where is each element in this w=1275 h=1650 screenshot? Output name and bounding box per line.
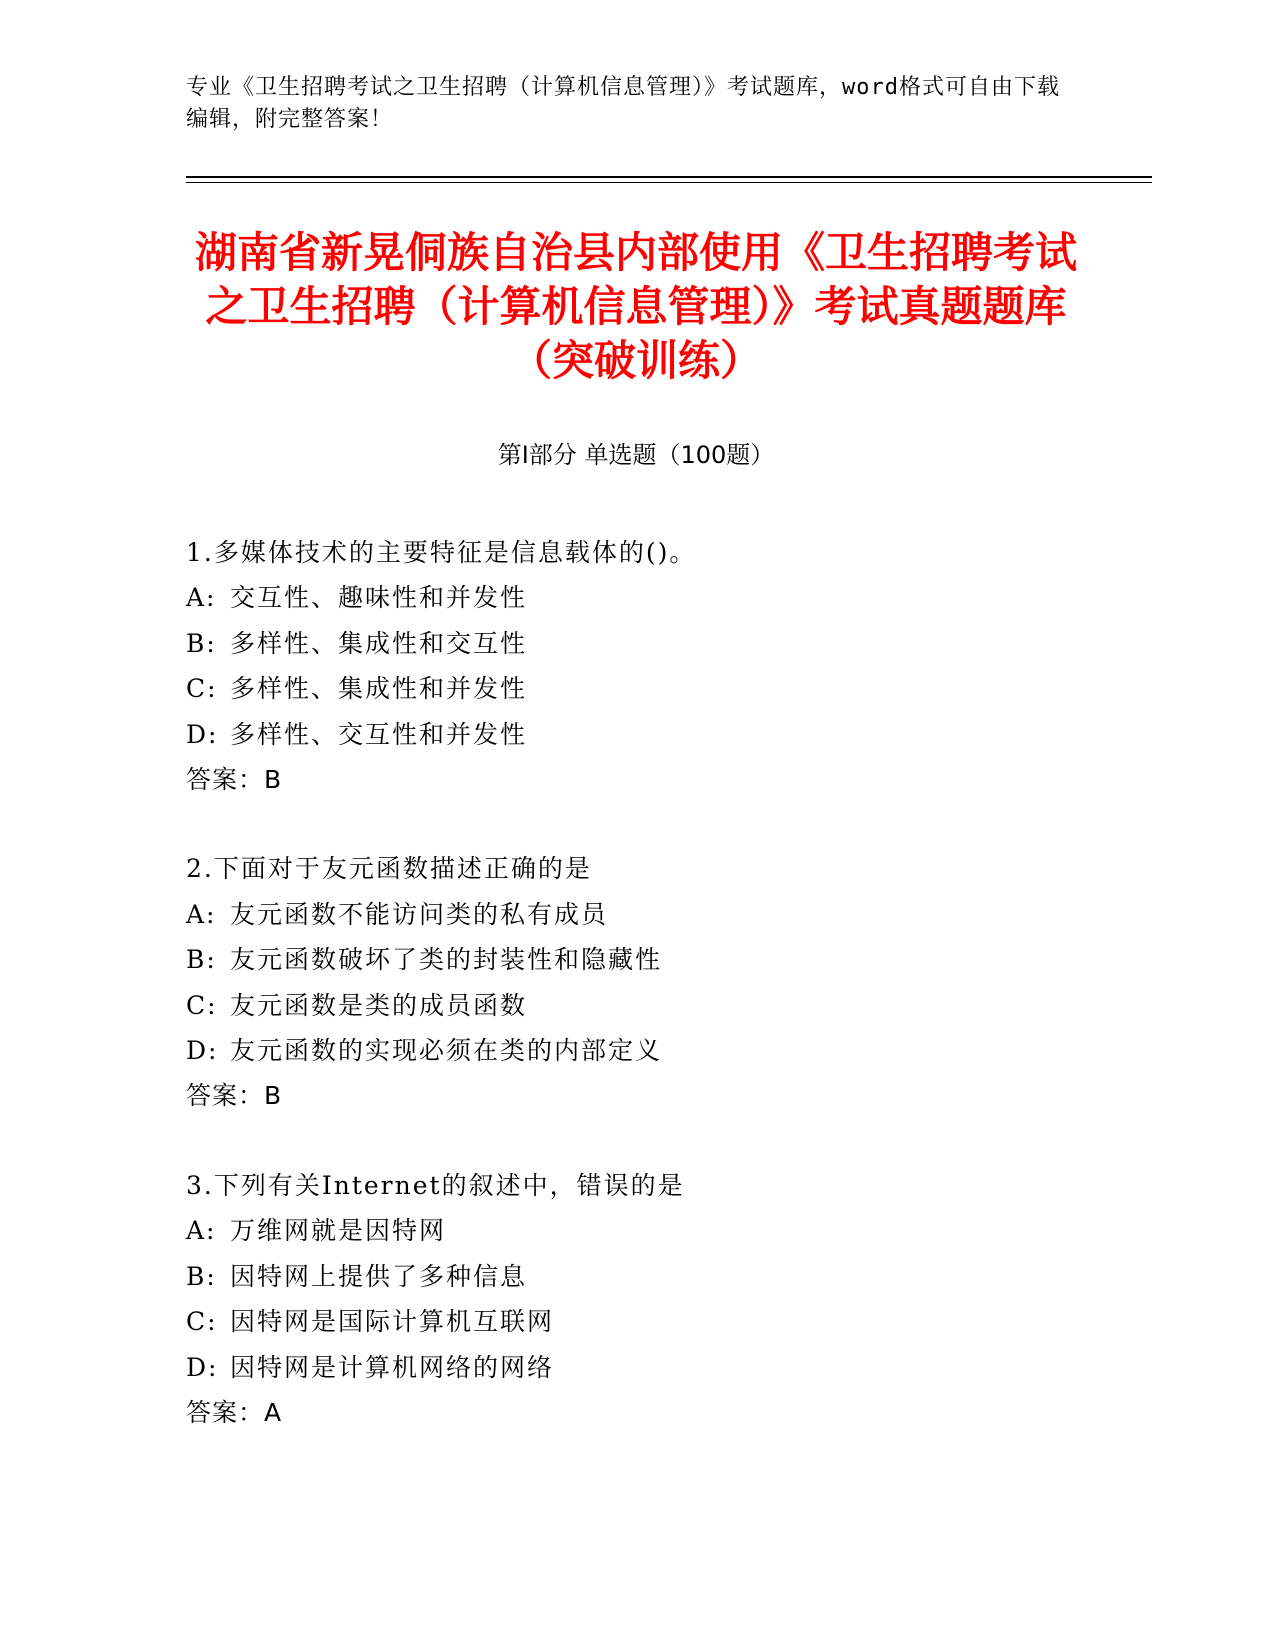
option-c [186, 666, 1146, 711]
option-a [186, 575, 1146, 620]
question-list [186, 530, 1146, 1479]
option-text: 多样性、交互性和并发性 [230, 719, 528, 749]
option-a [186, 892, 1146, 937]
header-note: 专业《卫生招聘考试之卫生招聘（计算机信息管理）》考试题库，word格式可自由下载编辑，附完整答案！ [186, 75, 1060, 132]
question-item [186, 846, 1146, 1118]
option-text: 友元函数的实现必须在类的内部定义 [230, 1036, 663, 1066]
question-item [186, 1163, 1146, 1435]
option-text: 因特网上提供了多种信息 [230, 1261, 528, 1291]
question-stem: 3.下列有关Internet的叙述中，错误的是 [186, 1170, 685, 1200]
option-text: 多样性、集成性和交互性 [230, 628, 528, 658]
option-b [186, 1254, 1146, 1299]
question-stem: 1.多媒体技术的主要特征是信息载体的()。 [186, 538, 697, 567]
option-letter: C: [186, 674, 218, 704]
header-divider-thick [186, 176, 1152, 178]
question-stem: 2.下面对于友元函数描述正确的是 [186, 854, 592, 884]
option-b [186, 621, 1146, 666]
option-text: 交互性、趣味性和并发性 [230, 583, 528, 613]
option-letter: A: [186, 1216, 217, 1246]
option-d [186, 1028, 1146, 1073]
option-letter: C: [186, 1307, 218, 1337]
option-text: 因特网是国际计算机互联网 [230, 1307, 555, 1337]
option-letter: D: [186, 1352, 219, 1382]
option-b [186, 937, 1146, 982]
option-a [186, 1208, 1146, 1253]
option-letter: B: [186, 945, 217, 975]
option-text: 多样性、集成性和并发性 [230, 674, 528, 704]
option-letter: D: [186, 719, 219, 749]
option-letter: D: [186, 1036, 219, 1066]
question-item [186, 530, 1146, 802]
option-text: 友元函数破坏了类的封装性和隐藏性 [230, 945, 663, 975]
option-letter: C: [186, 990, 218, 1020]
option-c [186, 983, 1146, 1028]
option-letter: B: [186, 628, 217, 658]
option-text: 因特网是计算机网络的网络 [230, 1352, 555, 1382]
option-letter: A: [186, 899, 217, 929]
section-heading: 第Ⅰ部分 单选题（100题） [497, 441, 775, 469]
answer-line: 答案：B [186, 765, 283, 795]
option-letter: B: [186, 1261, 217, 1291]
option-d [186, 712, 1146, 757]
header-divider-thin [186, 182, 1152, 183]
option-text: 友元函数不能访问类的私有成员 [230, 899, 609, 929]
option-text: 万维网就是因特网 [230, 1216, 447, 1246]
answer-line: 答案：A [186, 1397, 283, 1427]
answer-line: 答案：B [186, 1081, 283, 1111]
option-text: 友元函数是类的成员函数 [230, 990, 528, 1020]
document-title: 湖南省新晃侗族自治县内部使用《卫生招聘考试之卫生招聘（计算机信息管理）》考试真题题库（突破训练） [194, 228, 1077, 385]
option-d [186, 1345, 1146, 1390]
option-c [186, 1299, 1146, 1344]
option-letter: A: [186, 583, 217, 613]
